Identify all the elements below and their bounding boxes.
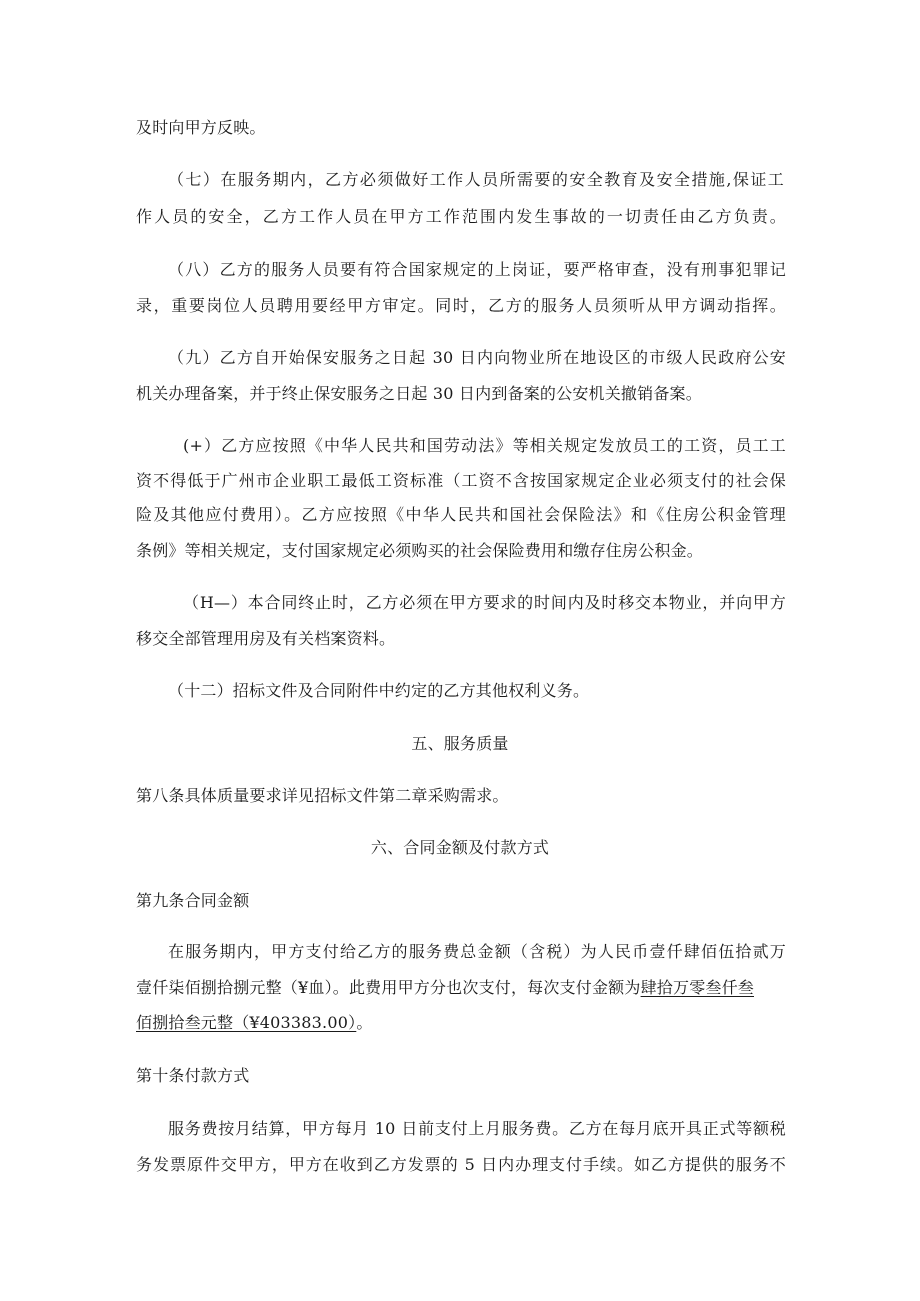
clause-10-line-1: (+）乙方应按照《中华人民共和国劳动法》等相关规定发放员工的工资，员工工 (183, 436, 786, 455)
contract-amount-line-2 (136, 978, 754, 998)
section-heading-5: 五、服务质量 (411, 734, 509, 753)
installment-amount-underlined-2: 佰捌拾叁元整（¥403383.00） (136, 1013, 357, 1032)
clause-8-line-2: 录，重要岗位人员聘用要经甲方审定。同时，乙方的服务人员须听从甲方调动指挥。 (136, 296, 786, 315)
clause-10-line-4: 条例》等相关规定，支付国家规定必须购买的社会保险费用和缴存住房公积金。 (136, 541, 704, 560)
article-9-heading: 第九条合同金额 (136, 891, 250, 910)
clause-7-line-2: 作人员的安全，乙方工作人员在甲方工作范围内发生事故的一切责任由乙方负责。 (136, 207, 786, 226)
payment-method-line-1: 服务费按月结算，甲方每月 10 日前支付上月服务费。乙方在每月底开具正式等额税 (168, 1119, 786, 1138)
article-10-heading: 第十条付款方式 (136, 1066, 250, 1085)
clause-11-line-2: 移交全部管理用房及有关档案资料。 (136, 629, 396, 648)
contract-amount-line-3-end: 。 (356, 1013, 373, 1032)
clause-10-line-2: 资不得低于广州市企业职工最低工资标准（工资不含按国家规定企业必须支付的社会保 (136, 471, 786, 490)
clause-9-line-1: （九）乙方自开始保安服务之日起 30 日内向物业所在地设区的市级人民政府公安 (168, 348, 786, 367)
clause-8-line-1: （八）乙方的服务人员要有符合国家规定的上岗证，要严格审查，没有刑事犯罪记 (168, 260, 786, 279)
clause-11-line-1: （H—）本合同终止时，乙方必须在甲方要求的时间内及时移交本物业，并向甲方 (183, 593, 786, 612)
clause-10-line-3: 险及其他应付费用）。乙方应按照《中华人民共和国社会保险法》和《住房公积金管理 (136, 505, 786, 524)
article-8: 第八条具体质量要求详见招标文件第二章采购需求。 (136, 786, 509, 805)
installment-amount-underlined-1: 肆拾万零叁仟叁 (640, 978, 754, 997)
contract-amount-line-3 (136, 1013, 373, 1033)
contract-amount-line-1: 在服务期内，甲方支付给乙方的服务费总金额（含税）为人民币壹仟肆佰伍拾贰万 (168, 942, 786, 961)
continuation-line: 及时向甲方反映。 (136, 118, 266, 137)
contract-amount-line-2-text: 壹仟柒佰捌拾捌元整（¥血）。此费用甲方分也次支付，每次支付金额为 (136, 978, 641, 997)
clause-7-line-1: （七）在服务期内，乙方必须做好工作人员所需要的安全教育及安全措施,保证工 (168, 170, 784, 189)
clause-9-line-2: 机关办理备案，并于终止保安服务之日起 30 日内到备案的公安机关撤销备案。 (136, 384, 702, 403)
section-heading-6: 六、合同金额及付款方式 (370, 838, 550, 857)
clause-12: （十二）招标文件及合同附件中约定的乙方其他权利义务。 (168, 681, 590, 700)
payment-method-line-2: 务发票原件交甲方，甲方在收到乙方发票的 5 日内办理支付手续。如乙方提供的服务不 (136, 1155, 786, 1174)
